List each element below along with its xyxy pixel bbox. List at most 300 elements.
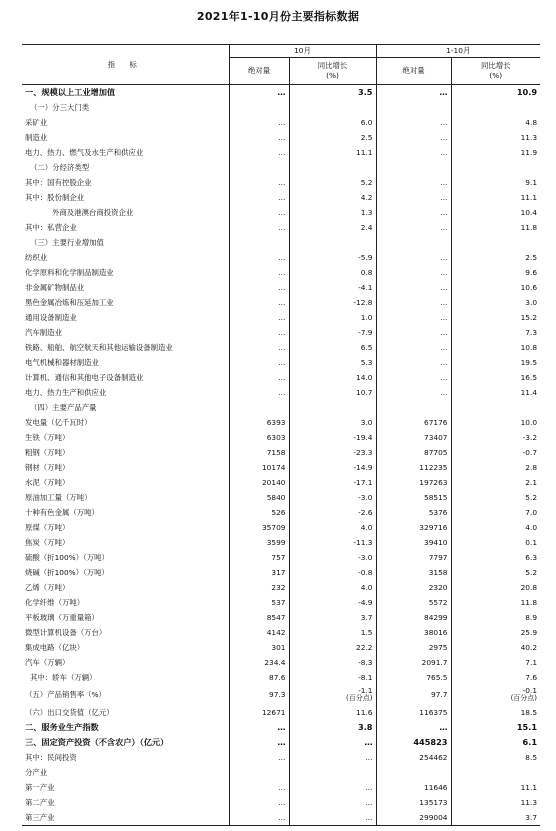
cell-ytd-yoy — [451, 325, 540, 340]
cell-ytd-abs — [376, 130, 451, 145]
row-label — [22, 670, 229, 685]
cell-oct-abs — [229, 430, 289, 445]
row-label-value: 发电量（亿千瓦时） — [25, 417, 92, 427]
row-label-value: 十种有色金属（万吨） — [25, 507, 99, 517]
cell-oct-yoy-value: -0.8 — [358, 567, 373, 577]
row-label-value: 其中：国有控股企业 — [25, 177, 92, 187]
cell-ytd-yoy — [451, 430, 540, 445]
row-label — [22, 85, 229, 101]
cell-ytd-yoy-value: 7.6 — [525, 672, 538, 682]
cell-ytd-abs-value: 765.5 — [426, 672, 448, 682]
cell-ytd-abs — [376, 640, 451, 655]
cell-oct-yoy-value: 2.4 — [360, 222, 373, 232]
row-label — [22, 370, 229, 385]
cell-oct-yoy-value: -8.1 — [358, 672, 373, 682]
table-row — [22, 100, 540, 115]
cell-oct-abs — [229, 115, 289, 130]
cell-ytd-yoy — [451, 640, 540, 655]
cell-ytd-yoy — [451, 220, 540, 235]
cell-oct-yoy-value: -14.9 — [353, 462, 373, 472]
cell-oct-abs — [229, 810, 289, 826]
cell-oct-yoy-value: -7.9 — [358, 327, 373, 337]
cell-oct-abs-value: … — [278, 342, 286, 352]
table-row — [22, 490, 540, 505]
cell-ytd-yoy-value: 7.1 — [525, 657, 538, 667]
cell-oct-abs — [229, 460, 289, 475]
row-label-value: 二、服务业生产指数 — [25, 722, 99, 733]
table-row — [22, 145, 540, 160]
yoy-header-ytd-line1: 同比增长 — [480, 61, 511, 70]
cell-oct-yoy — [289, 550, 376, 565]
row-label — [22, 720, 229, 735]
row-label — [22, 625, 229, 640]
cell-ytd-abs — [376, 370, 451, 385]
table-row — [22, 160, 540, 175]
cell-oct-yoy — [289, 490, 376, 505]
cell-ytd-yoy — [451, 520, 540, 535]
indicator-table — [22, 44, 540, 826]
cell-oct-yoy-value: 0.8 — [360, 267, 373, 277]
cell-ytd-yoy — [451, 475, 540, 490]
cell-oct-abs-value: … — [278, 372, 286, 382]
cell-ytd-abs — [376, 460, 451, 475]
cell-oct-abs — [229, 795, 289, 810]
cell-ytd-yoy-value: 19.5 — [520, 357, 538, 367]
cell-ytd-yoy — [451, 795, 540, 810]
cell-oct-abs-value: 232 — [271, 582, 286, 592]
cell-oct-yoy — [289, 295, 376, 310]
cell-oct-yoy — [289, 670, 376, 685]
cell-ytd-yoy-value: 11.1 — [520, 782, 538, 792]
cell-oct-yoy-value: … — [365, 812, 373, 822]
cell-oct-yoy-value: 4.0 — [360, 522, 373, 532]
cell-oct-abs-value: … — [278, 312, 286, 322]
cell-ytd-yoy — [451, 595, 540, 610]
table-row — [22, 795, 540, 810]
cell-ytd-abs-value: … — [440, 282, 448, 292]
row-label-value: 其中：股份制企业 — [25, 192, 85, 202]
row-label-value: （六）出口交货值（亿元） — [25, 707, 114, 717]
row-label-value: （二）分经济类型 — [30, 162, 90, 172]
cell-ytd-abs-value: 2975 — [428, 642, 448, 652]
cell-oct-yoy-value: -17.1 — [353, 477, 373, 487]
cell-oct-abs — [229, 190, 289, 205]
row-label — [22, 595, 229, 610]
cell-ytd-yoy-value: 5.2 — [525, 567, 538, 577]
cell-oct-abs-value: 97.3 — [269, 690, 286, 700]
cell-ytd-yoy-value: 11.3 — [520, 797, 538, 807]
row-label-value: 集成电路（亿块） — [25, 642, 85, 652]
cell-oct-yoy-value: 1.5 — [360, 627, 373, 637]
row-label-value: 微型计算机设备（万台） — [25, 627, 107, 637]
cell-oct-yoy-value: 14.0 — [356, 372, 373, 382]
row-label — [22, 750, 229, 765]
cell-oct-yoy-value: -12.8 — [353, 297, 373, 307]
cell-oct-yoy-value: 10.7 — [356, 387, 373, 397]
cell-oct-yoy — [289, 610, 376, 625]
row-label-value: 外商及港澳台商投资企业 — [52, 207, 134, 217]
cell-ytd-yoy — [451, 535, 540, 550]
cell-ytd-abs-value: 97.7 — [431, 690, 448, 700]
row-label-value: 乙烯（万吨） — [25, 582, 70, 592]
cell-ytd-abs — [376, 265, 451, 280]
cell-ytd-abs-value: 58515 — [424, 492, 448, 502]
cell-ytd-abs — [376, 705, 451, 720]
row-label — [22, 735, 229, 750]
cell-ytd-yoy-value: 18.5 — [520, 707, 538, 717]
cell-oct-yoy — [289, 160, 376, 175]
cell-oct-abs-value: … — [278, 752, 286, 762]
table-row — [22, 355, 540, 370]
cell-ytd-abs-value: 116375 — [419, 707, 448, 717]
row-label — [22, 475, 229, 490]
cell-oct-yoy-value: … — [365, 752, 373, 762]
cell-ytd-yoy-value: 11.8 — [520, 222, 538, 232]
cell-oct-abs-value: 526 — [271, 507, 286, 517]
cell-ytd-yoy — [451, 780, 540, 795]
cell-oct-yoy — [289, 580, 376, 595]
cell-oct-abs-value: 6393 — [266, 417, 286, 427]
row-label — [22, 505, 229, 520]
cell-ytd-abs — [376, 325, 451, 340]
row-label — [22, 415, 229, 430]
row-label — [22, 490, 229, 505]
cell-ytd-yoy — [451, 705, 540, 720]
cell-oct-abs — [229, 705, 289, 720]
row-label — [22, 765, 229, 780]
cell-ytd-abs — [376, 100, 451, 115]
cell-ytd-yoy-value: 4.8 — [525, 117, 538, 127]
cell-ytd-yoy-value: 10.9 — [516, 87, 538, 98]
cell-ytd-abs-value: … — [440, 387, 448, 397]
cell-ytd-abs-value: … — [440, 192, 448, 202]
cell-oct-yoy — [289, 520, 376, 535]
cell-ytd-abs — [376, 550, 451, 565]
cell-ytd-yoy-value: 9.6 — [525, 267, 538, 277]
table-row — [22, 415, 540, 430]
cell-oct-abs — [229, 250, 289, 265]
cell-ytd-abs-value: 445823 — [413, 737, 448, 748]
cell-ytd-yoy-value: 15.1 — [516, 722, 538, 733]
row-label-value: 黑色金属冶炼和压延加工业 — [25, 297, 114, 307]
cell-oct-yoy — [289, 280, 376, 295]
row-label — [22, 565, 229, 580]
cell-ytd-abs — [376, 205, 451, 220]
cell-ytd-yoy — [451, 400, 540, 415]
cell-ytd-abs — [376, 235, 451, 250]
cell-ytd-yoy — [451, 445, 540, 460]
cell-ytd-abs-value: 84299 — [424, 612, 448, 622]
cell-oct-yoy — [289, 400, 376, 415]
cell-ytd-abs — [376, 655, 451, 670]
cell-ytd-abs-value: 135173 — [419, 797, 448, 807]
cell-oct-abs — [229, 520, 289, 535]
table-row — [22, 370, 540, 385]
row-label-value: 钢材（万吨） — [25, 462, 70, 472]
cell-oct-abs-value: 317 — [271, 567, 286, 577]
page-title: 2021年1-10月份主要指标数据 — [196, 10, 360, 23]
cell-oct-yoy — [289, 565, 376, 580]
cell-ytd-abs — [376, 580, 451, 595]
cell-oct-yoy-value: 3.8 — [358, 722, 373, 733]
row-label-value: （四）主要产品产量 — [30, 402, 97, 412]
cell-ytd-abs — [376, 750, 451, 765]
cell-oct-abs — [229, 355, 289, 370]
table-body — [22, 85, 540, 826]
row-label — [22, 655, 229, 670]
cell-oct-abs-value: 234.4 — [264, 657, 286, 667]
cell-oct-abs — [229, 445, 289, 460]
cell-oct-yoy — [289, 310, 376, 325]
row-label — [22, 535, 229, 550]
row-label-value: 纺织业 — [25, 252, 48, 262]
cell-oct-abs — [229, 505, 289, 520]
cell-oct-abs — [229, 750, 289, 765]
cell-oct-yoy-unit: (百分点) — [346, 694, 373, 703]
cell-ytd-abs-value: … — [439, 722, 448, 733]
cell-oct-abs — [229, 370, 289, 385]
cell-oct-yoy — [289, 765, 376, 780]
cell-ytd-abs — [376, 115, 451, 130]
row-label-value: （五）产品销售率（%） — [25, 690, 106, 700]
row-label — [22, 580, 229, 595]
cell-ytd-yoy — [451, 810, 540, 826]
cell-ytd-yoy — [451, 100, 540, 115]
table-row — [22, 625, 540, 640]
cell-ytd-abs — [376, 520, 451, 535]
cell-oct-abs-value: … — [278, 132, 286, 142]
cell-ytd-yoy-value: 4.0 — [525, 522, 538, 532]
cell-oct-yoy-value: 6.5 — [360, 342, 373, 352]
cell-ytd-abs-value: … — [440, 117, 448, 127]
cell-ytd-abs-value: 39410 — [424, 537, 448, 547]
cell-ytd-abs — [376, 280, 451, 295]
cell-oct-yoy — [289, 810, 376, 826]
table-row — [22, 550, 540, 565]
yoy-header-ytd — [451, 58, 540, 85]
cell-ytd-yoy-value: 3.0 — [525, 297, 538, 307]
cell-oct-abs-value: … — [278, 177, 286, 187]
cell-oct-abs — [229, 580, 289, 595]
row-label — [22, 295, 229, 310]
cell-oct-yoy-value: 3.5 — [358, 87, 373, 98]
cell-oct-abs-value: 87.6 — [269, 672, 286, 682]
cell-ytd-yoy — [451, 280, 540, 295]
cell-ytd-yoy — [451, 460, 540, 475]
cell-oct-abs — [229, 625, 289, 640]
table-row — [22, 265, 540, 280]
cell-oct-yoy — [289, 595, 376, 610]
cell-ytd-abs-value: 7797 — [428, 552, 448, 562]
cell-oct-abs-value: … — [277, 737, 286, 748]
row-label-value: 硫酸（折100%）（万吨） — [25, 552, 109, 562]
cell-oct-yoy — [289, 235, 376, 250]
table-row — [22, 505, 540, 520]
cell-oct-abs — [229, 765, 289, 780]
row-label — [22, 310, 229, 325]
cell-ytd-yoy-value: 10.4 — [520, 207, 538, 217]
cell-oct-yoy-value: -3.0 — [358, 492, 373, 502]
cell-oct-yoy-value: … — [365, 782, 373, 792]
row-label-value: 通用设备制造业 — [25, 312, 77, 322]
row-label — [22, 175, 229, 190]
row-label-value: 电力、热力、燃气及水生产和供应业 — [25, 147, 144, 157]
cell-ytd-abs — [376, 85, 451, 101]
cell-ytd-abs — [376, 535, 451, 550]
period-ytd-header: 1-10月 — [376, 45, 540, 58]
cell-oct-yoy-value: -5.9 — [358, 252, 373, 262]
yoy-header-oct-line1: 同比增长 — [317, 61, 348, 70]
cell-oct-abs-value: … — [277, 87, 286, 98]
table-row — [22, 460, 540, 475]
yoy-header-ytd-line2: (%) — [489, 71, 503, 80]
cell-oct-yoy — [289, 780, 376, 795]
cell-ytd-yoy — [451, 175, 540, 190]
cell-oct-abs-value: … — [278, 207, 286, 217]
cell-ytd-abs — [376, 340, 451, 355]
cell-oct-abs-value: … — [278, 327, 286, 337]
row-label — [22, 235, 229, 250]
cell-oct-yoy — [289, 655, 376, 670]
row-label-value: （一）分三大门类 — [30, 102, 90, 112]
cell-ytd-abs-value: 112235 — [419, 462, 448, 472]
cell-ytd-abs — [376, 295, 451, 310]
cell-oct-abs-value: 20140 — [261, 477, 286, 487]
table-row — [22, 280, 540, 295]
cell-ytd-yoy-value: 6.1 — [522, 737, 538, 748]
cell-oct-abs-value: 757 — [271, 552, 286, 562]
cell-oct-yoy — [289, 115, 376, 130]
row-label-value: 化学原料和化学制品制造业 — [25, 267, 114, 277]
cell-ytd-yoy-value: 9.1 — [525, 177, 538, 187]
table-row — [22, 810, 540, 826]
row-label-value: 汽车制造业 — [25, 327, 62, 337]
table-row — [22, 720, 540, 735]
row-label-value: 平板玻璃（万重量箱） — [25, 612, 99, 622]
row-label — [22, 520, 229, 535]
cell-oct-abs-value: 8547 — [266, 612, 286, 622]
cell-ytd-yoy — [451, 765, 540, 780]
cell-oct-yoy — [289, 190, 376, 205]
cell-oct-yoy — [289, 640, 376, 655]
cell-ytd-abs — [376, 430, 451, 445]
cell-oct-yoy — [289, 445, 376, 460]
cell-ytd-abs — [376, 310, 451, 325]
row-label-value: 粗钢（万吨） — [25, 447, 70, 457]
cell-oct-yoy — [289, 100, 376, 115]
cell-oct-yoy — [289, 205, 376, 220]
cell-ytd-abs — [376, 220, 451, 235]
table-row — [22, 325, 540, 340]
cell-ytd-abs — [376, 595, 451, 610]
row-label — [22, 795, 229, 810]
cell-oct-abs — [229, 595, 289, 610]
cell-ytd-abs-value: 2091.7 — [421, 657, 448, 667]
table-row — [22, 310, 540, 325]
row-label-value: 一、规模以上工业增加值 — [25, 87, 116, 98]
cell-oct-abs — [229, 550, 289, 565]
cell-oct-abs-value: … — [278, 252, 286, 262]
cell-oct-abs — [229, 145, 289, 160]
cell-ytd-abs-value: … — [440, 207, 448, 217]
cell-ytd-abs-value: 3158 — [428, 567, 448, 577]
table-row — [22, 175, 540, 190]
cell-oct-abs — [229, 535, 289, 550]
cell-oct-abs — [229, 640, 289, 655]
cell-oct-yoy-value: … — [364, 737, 373, 748]
cell-ytd-yoy-value: -0.1 — [522, 685, 538, 695]
cell-oct-yoy-value: 4.2 — [360, 192, 373, 202]
row-label-value: （三）主要行业增加值 — [30, 237, 104, 247]
cell-oct-yoy — [289, 85, 376, 101]
table-row — [22, 385, 540, 400]
row-label — [22, 130, 229, 145]
cell-oct-abs — [229, 655, 289, 670]
table-row — [22, 190, 540, 205]
cell-oct-yoy — [289, 370, 376, 385]
cell-ytd-yoy — [451, 130, 540, 145]
cell-ytd-abs-value: … — [440, 372, 448, 382]
table-row — [22, 670, 540, 685]
row-label — [22, 385, 229, 400]
table-row — [22, 640, 540, 655]
cell-ytd-abs — [376, 610, 451, 625]
cell-oct-abs-value: … — [278, 147, 286, 157]
cell-ytd-abs — [376, 145, 451, 160]
row-label-value: 第三产业 — [25, 812, 55, 822]
cell-oct-yoy — [289, 220, 376, 235]
cell-ytd-abs-value: … — [440, 267, 448, 277]
row-label — [22, 705, 229, 720]
cell-ytd-yoy-value: 2.1 — [525, 477, 538, 487]
cell-oct-yoy-value: -1.1 — [358, 685, 373, 695]
cell-ytd-abs-value: … — [440, 132, 448, 142]
cell-oct-abs-value: … — [278, 782, 286, 792]
table-row — [22, 130, 540, 145]
cell-ytd-yoy — [451, 205, 540, 220]
cell-ytd-abs-value: … — [440, 327, 448, 337]
row-label — [22, 100, 229, 115]
cell-oct-abs — [229, 475, 289, 490]
cell-oct-yoy-value: 6.0 — [360, 117, 373, 127]
row-label-value: 焦炭（万吨） — [25, 537, 70, 547]
yoy-header-oct — [289, 58, 376, 85]
cell-ytd-yoy — [451, 385, 540, 400]
cell-oct-yoy-value: 3.7 — [360, 612, 373, 622]
abs-header-oct: 绝对量 — [229, 58, 289, 85]
cell-ytd-abs-value: … — [439, 87, 448, 98]
row-label-value: 水泥（万吨） — [25, 477, 70, 487]
row-label-value: 采矿业 — [25, 117, 48, 127]
cell-ytd-yoy — [451, 610, 540, 625]
row-label — [22, 325, 229, 340]
abs-header-ytd: 绝对量 — [376, 58, 451, 85]
cell-oct-yoy — [289, 535, 376, 550]
cell-ytd-yoy — [451, 355, 540, 370]
table-row — [22, 340, 540, 355]
cell-oct-abs — [229, 295, 289, 310]
cell-ytd-yoy-value: 10.8 — [520, 342, 538, 352]
cell-oct-abs-value: … — [278, 222, 286, 232]
yoy-header-oct-line2: (%) — [326, 71, 339, 80]
row-label — [22, 430, 229, 445]
cell-oct-abs — [229, 175, 289, 190]
table-row — [22, 445, 540, 460]
cell-oct-yoy — [289, 720, 376, 735]
row-label-value: 原煤（万吨） — [25, 522, 70, 532]
row-label — [22, 220, 229, 235]
cell-oct-abs-value: 7158 — [266, 447, 286, 457]
